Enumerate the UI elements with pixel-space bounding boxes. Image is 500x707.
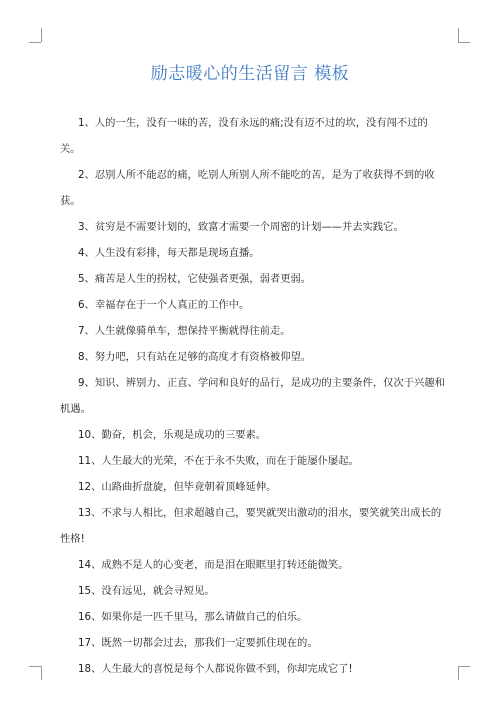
list-item: 10、勤奋，机会，乐观是成功的三要素。 (78, 429, 267, 441)
document-title: 励志暖心的生活留言 模板 (150, 64, 350, 84)
crop-mark-top-right-h (458, 42, 470, 43)
list-item: 3、贫穷是不需要计划的，致富才需要一个周密的计划——并去实践它。 (78, 221, 404, 233)
crop-mark-top-right-v (458, 28, 459, 42)
crop-mark-bottom-right-h (458, 666, 470, 667)
list-item: 18、人生最大的喜悦是每个人都说你做不到，你却完成它了! (78, 663, 353, 675)
document-body (60, 110, 446, 682)
list-item: 5、痛苦是人生的拐杖，它使强者更强，弱者更弱。 (78, 273, 312, 285)
crop-mark-bottom-left-v (41, 666, 42, 680)
list-item: 11、人生最大的光荣，不在于永不失败，而在于能屡仆屡起。 (78, 455, 359, 467)
crop-mark-bottom-left-h (29, 666, 41, 667)
list-item: 2、忍别人所不能忍的痛，吃别人所别人所不能吃的苦，是为了收获得不到的收获。 (60, 169, 435, 207)
list-item: 17、既然一切都会过去，那我们一定要抓住现在的。 (78, 637, 318, 649)
crop-mark-top-left-h (29, 42, 41, 43)
list-item: 12、山路曲折盘旋，但毕竟朝着顶峰延伸。 (78, 481, 277, 493)
crop-mark-top-left-v (41, 28, 42, 42)
list-item: 7、人生就像骑单车，想保持平衡就得往前走。 (78, 325, 291, 337)
crop-mark-bottom-right-v (458, 666, 459, 680)
list-item: 9、知识、辨别力、正直、学问和良好的品行，是成功的主要条件，仅次于兴趣和机遇。 (60, 377, 445, 415)
list-item: 14、成熟不是人的心变老，而是泪在眼眶里打转还能微笑。 (78, 559, 349, 571)
list-item: 1、人的一生，没有一味的苦，没有永远的痛;没有迈不过的坎，没有闯不过的关。 (60, 117, 428, 155)
list-item: 15、没有远见，就会寻短见。 (78, 585, 215, 597)
list-item: 13、不求与人相比，但求超越自己，要哭就哭出激动的泪水，要笑就笑出成长的性格! (60, 507, 442, 545)
list-item: 6、幸福存在于一个人真正的工作中。 (78, 299, 250, 311)
list-item: 8、努力吧，只有站在足够的高度才有资格被仰望。 (78, 351, 312, 363)
list-item: 4、人生没有彩排，每天都是现场直播。 (78, 247, 260, 259)
list-item: 16、如果你是一匹千里马，那么请做自己的伯乐。 (78, 611, 308, 623)
